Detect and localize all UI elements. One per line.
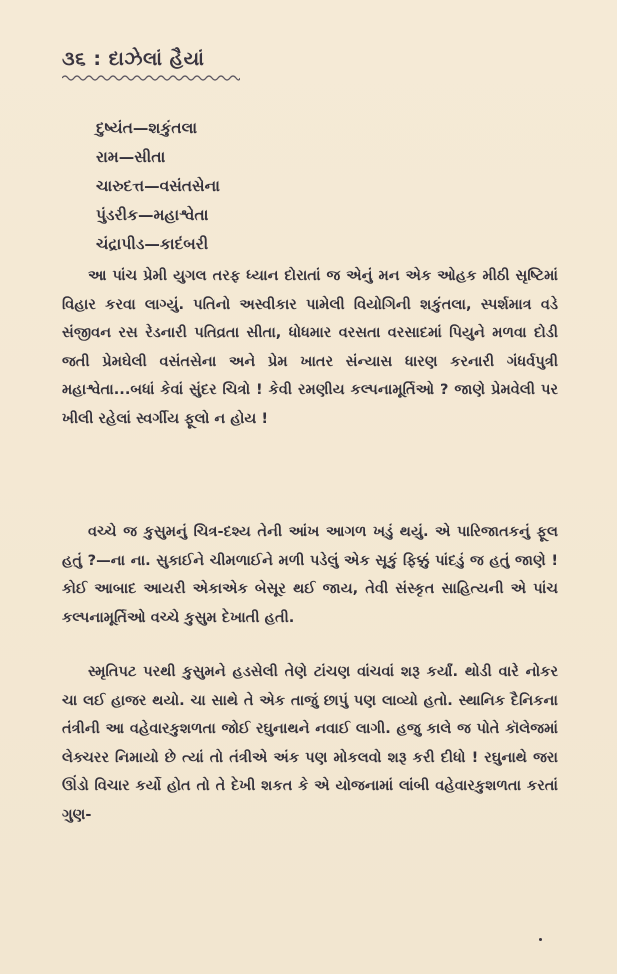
pair-line: દુષ્યંત—શકુંતલા (96, 119, 198, 137)
pair-line: ચંદ્રાપીડ—કાદંબરી (96, 235, 209, 253)
paragraph-3: સ્મૃતિપટ પરથી કુસુમને હડસેલી તેણે ટાંચણ વાંચવાં શરૂ કર્યાં. થોડી વારે નોકર ચા લઈ હાજર થયો. ચા સાથે તે એક તાજું છાપું પણ લાવ્યો હતો. સ્થાનિક દૈનિકના તંત્રીની આ વહેવારકુશળતા જોઈ રઘુનાથને નવાઈ લાગી. હજુ કાલે જ પોતે કૉલેજમાં લેક્ચરર નિમાયો છે ત્યાં તો તંત્રીએ અંક પણ મોકલવો શરૂ કરી દીધો ! રઘુનાથે જરા ઊંડો વિચાર કર્યો હોત તો તે દેખી શકત કે એ યોજનામાં લાંબી વહેવારકુશળતા કરતાં ગુણ- (62, 663, 558, 823)
paragraph-1: આ પાંચ પ્રેમી યુગલ તરફ ધ્યાન દોરાતાં જ એનું મન એક ઓહક મીઠી સૃષ્ટિમાં વિહાર કરવા લાગ્યું. પતિનો અસ્વીકાર પામેલી વિયોગિની શકુંતલા, સ્પર્શમાત્ર વડે સંજીવન રસ રેડનારી પતિવ્રતા સીતા, ધોધમાર વરસતા વરસાદમાં પિયુને મળવા દોડી જતી પ્રેમઘેલી વસંતસેના અને પ્રેમ ખાતર સંન્યાસ ધારણ કરનારી ગંધર્વપુત્રી મહાશ્વેતા...બધાં કેવાં સુંદર ચિત્રો ! કેવી રમણીય કલ્પનામૂર્તિઓ ? જાણે પ્રેમવેલી પર ખીલી રહેલાં સ્વર્ગીય ફૂલો ન હોય ! (62, 267, 558, 427)
pair-line: પુંડરીક—મહાશ્વેતા (96, 206, 209, 224)
pair-line: ચારુદત્ત—વસંતસેના (96, 177, 220, 195)
lovers-pairs-list (96, 114, 356, 259)
paragraph-2: વચ્ચે જ કુસુમનું ચિત્ર-દશ્ય તેની આંખ આગળ ખડું થયું. એ પારિજાતકનું ફૂલ હતું ?—ના ના. સુકાઈને ચીમળાઈને મળી પડેલું એક સૂકું ફિક્કું પાંદડું જ હતું જાણે ! કોઈ આબાદ આયરી એકાએક બેસૂર થઈ જાય, તેવી સંસ્કૃત સાહિત્યની એ પાંચ કલ્પનામૂર્તિઓ વચ્ચે કુસુમ દેખાતી હતી. (62, 523, 558, 626)
decorative-squiggle (62, 74, 240, 82)
chapter-heading: ૩૬ : દાઝેલાં હૈયાં (62, 48, 205, 70)
page-mark-dot (539, 938, 542, 941)
pair-line: રામ—સીતા (96, 148, 166, 166)
